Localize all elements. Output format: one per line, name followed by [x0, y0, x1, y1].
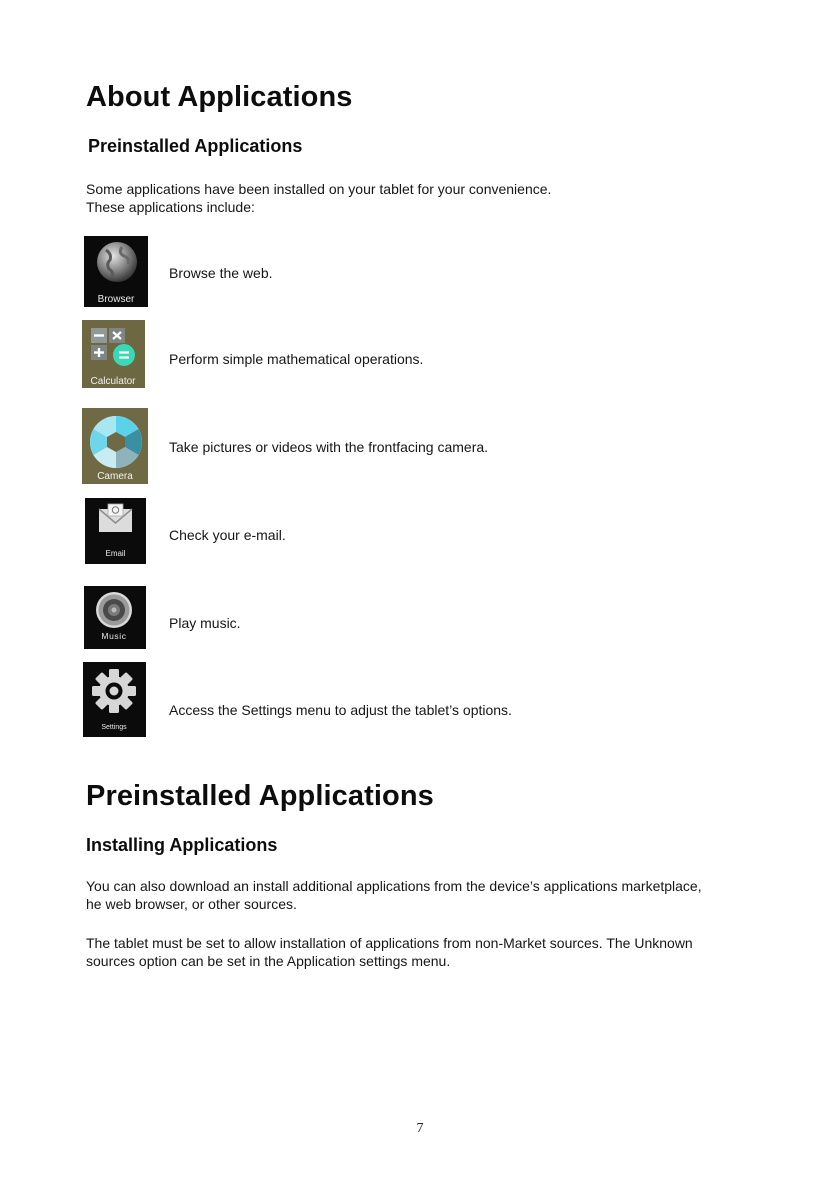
camera-icon	[82, 408, 148, 484]
browser-icon-label: Browser	[97, 294, 135, 305]
app-desc-email: Check your e-mail.	[169, 527, 286, 543]
email-icon	[85, 498, 146, 564]
app-desc-music: Play music.	[169, 615, 241, 631]
section2-title: Preinstalled Applications	[86, 780, 434, 812]
app-desc-settings: Access the Settings menu to adjust the tablet’s options.	[169, 702, 512, 718]
app-desc-browser: Browse the web.	[169, 265, 273, 281]
installing-p1-line-1: You can also download an install additional applications from the device’s applications marketplace,	[86, 878, 702, 894]
installing-paragraph-2	[86, 934, 693, 970]
email-icon-label: Email	[105, 549, 126, 558]
installing-p2-line-2: sources option can be set in the Application settings menu.	[86, 953, 451, 969]
app-desc-camera: Take pictures or videos with the frontfacing camera.	[169, 439, 489, 455]
app-row-calculator	[0, 320, 840, 390]
page-title: About Applications	[86, 81, 353, 113]
browser-icon	[84, 236, 148, 307]
app-desc-calculator: Perform simple mathematical operations.	[169, 351, 424, 367]
music-icon-label: Music	[101, 631, 127, 641]
installing-p2-line-1: The tablet must be set to allow installation of applications from non-Market sources. The Unknown	[86, 935, 693, 951]
app-row-email	[0, 498, 840, 564]
music-icon	[84, 586, 146, 649]
section-subtitle: Preinstalled Applications	[88, 136, 303, 156]
app-row-settings	[0, 662, 840, 738]
settings-icon	[83, 662, 146, 737]
installing-p1-line-2: he web browser, or other sources.	[86, 896, 297, 912]
app-row-music	[0, 586, 840, 650]
page-number: 7	[416, 1121, 424, 1136]
calculator-icon-label: Calculator	[90, 376, 136, 387]
settings-icon-label: Settings	[101, 724, 127, 731]
intro-line-2: These applications include:	[86, 199, 255, 215]
intro-paragraph	[86, 180, 551, 216]
app-row-camera	[0, 408, 840, 484]
camera-icon-label: Camera	[97, 471, 133, 482]
installing-paragraph-1	[86, 877, 702, 913]
calculator-icon	[82, 320, 145, 388]
intro-line-1: Some applications have been installed on your tablet for your convenience.	[86, 181, 552, 197]
section2-subtitle: Installing Applications	[86, 835, 278, 855]
app-row-browser	[0, 236, 840, 308]
